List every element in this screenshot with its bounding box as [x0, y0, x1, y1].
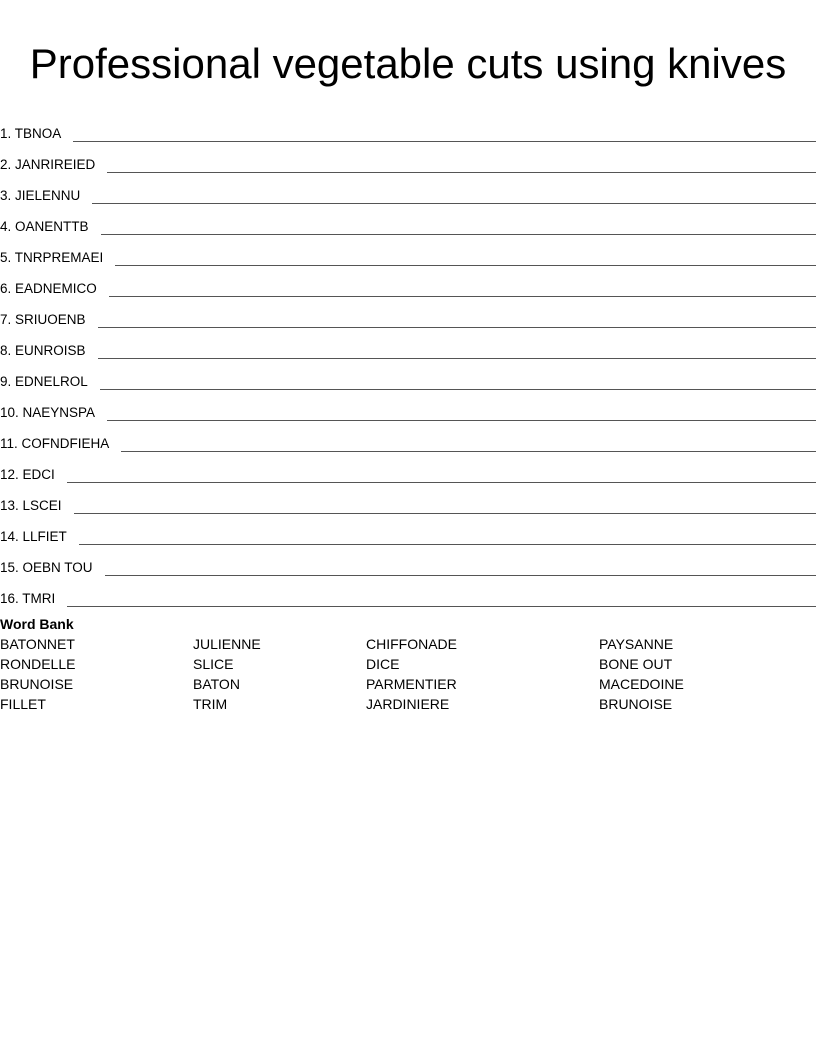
- scrambled-word: 3. JIELENNU: [0, 188, 81, 203]
- answer-line[interactable]: [107, 171, 816, 173]
- puzzle-row: [0, 329, 816, 360]
- answer-line[interactable]: [74, 512, 816, 514]
- scrambled-word: 5. TNRPREMAEI: [0, 250, 104, 265]
- answer-line[interactable]: [107, 419, 816, 421]
- word-bank-item: BONE OUT: [599, 656, 673, 672]
- scrambled-word: 2. JANRIREIED: [0, 157, 96, 172]
- puzzle-row: [0, 515, 816, 546]
- scrambled-word: 6. EADNEMICO: [0, 281, 97, 296]
- word-bank-item: JULIENNE: [193, 636, 261, 652]
- scrambled-word: 7. SRIUOENB: [0, 312, 86, 327]
- word-bank: [0, 615, 816, 719]
- answer-line[interactable]: [115, 264, 816, 266]
- scrambled-word: 1. TBNOA: [0, 126, 62, 141]
- puzzle-row: [0, 453, 816, 484]
- scrambled-word: 11. COFNDFIEHA: [0, 436, 110, 451]
- answer-line[interactable]: [98, 326, 816, 328]
- word-bank-item: JARDINIERE: [366, 696, 450, 712]
- puzzle-row: [0, 143, 816, 174]
- scrambled-word: 12. EDCI: [0, 467, 55, 482]
- answer-line[interactable]: [67, 605, 816, 607]
- puzzle-row: [0, 267, 816, 298]
- answer-line[interactable]: [100, 388, 816, 390]
- scrambled-word: 16. TMRI: [0, 591, 56, 606]
- answer-line[interactable]: [92, 202, 816, 204]
- word-bank-item: SLICE: [193, 656, 234, 672]
- word-bank-row: [0, 675, 816, 695]
- scrambled-word: 4. OANENTTB: [0, 219, 89, 234]
- scrambled-word: 9. EDNELROL: [0, 374, 88, 389]
- word-bank-row: [0, 695, 816, 715]
- word-bank-item: RONDELLE: [0, 656, 76, 672]
- puzzle-row: [0, 577, 816, 608]
- word-bank-item: PARMENTIER: [366, 676, 457, 692]
- answer-line[interactable]: [109, 295, 816, 297]
- word-bank-item: PAYSANNE: [599, 636, 674, 652]
- word-bank-row: [0, 655, 816, 675]
- word-bank-item: BATONNET: [0, 636, 75, 652]
- answer-line[interactable]: [67, 481, 816, 483]
- scrambled-word: 8. EUNROISB: [0, 343, 86, 358]
- word-bank-title: Word Bank: [0, 616, 74, 632]
- puzzle-row: [0, 236, 816, 267]
- puzzle-row: [0, 422, 816, 453]
- scrambled-word: 15. OEBN TOU: [0, 560, 93, 575]
- word-bank-item: BRUNOISE: [599, 696, 673, 712]
- word-bank-item: TRIM: [193, 696, 228, 712]
- puzzle-row: [0, 298, 816, 329]
- answer-line[interactable]: [73, 140, 816, 142]
- puzzle-row: [0, 391, 816, 422]
- word-bank-item: CHIFFONADE: [366, 636, 457, 652]
- answer-line[interactable]: [105, 574, 816, 576]
- puzzle-list: [0, 112, 816, 608]
- page-title: Professional vegetable cuts using knives: [29, 40, 787, 87]
- word-bank-item: MACEDOINE: [599, 676, 684, 692]
- puzzle-row: [0, 546, 816, 577]
- puzzle-row: [0, 205, 816, 236]
- word-bank-row: [0, 635, 816, 655]
- answer-line[interactable]: [98, 357, 816, 359]
- word-bank-item: FILLET: [0, 696, 46, 712]
- puzzle-row: [0, 112, 816, 143]
- scrambled-word: 14. LLFIET: [0, 529, 67, 544]
- answer-line[interactable]: [79, 543, 816, 545]
- word-bank-item: BRUNOISE: [0, 676, 74, 692]
- answer-line[interactable]: [121, 450, 816, 452]
- answer-line[interactable]: [101, 233, 816, 235]
- scrambled-word: 13. LSCEI: [0, 498, 62, 513]
- word-bank-item: BATON: [193, 676, 240, 692]
- puzzle-row: [0, 360, 816, 391]
- word-bank-grid: [0, 635, 816, 719]
- puzzle-row: [0, 174, 816, 205]
- puzzle-row: [0, 484, 816, 515]
- scrambled-word: 10. NAEYNSPA: [0, 405, 96, 420]
- word-bank-item: DICE: [366, 656, 400, 672]
